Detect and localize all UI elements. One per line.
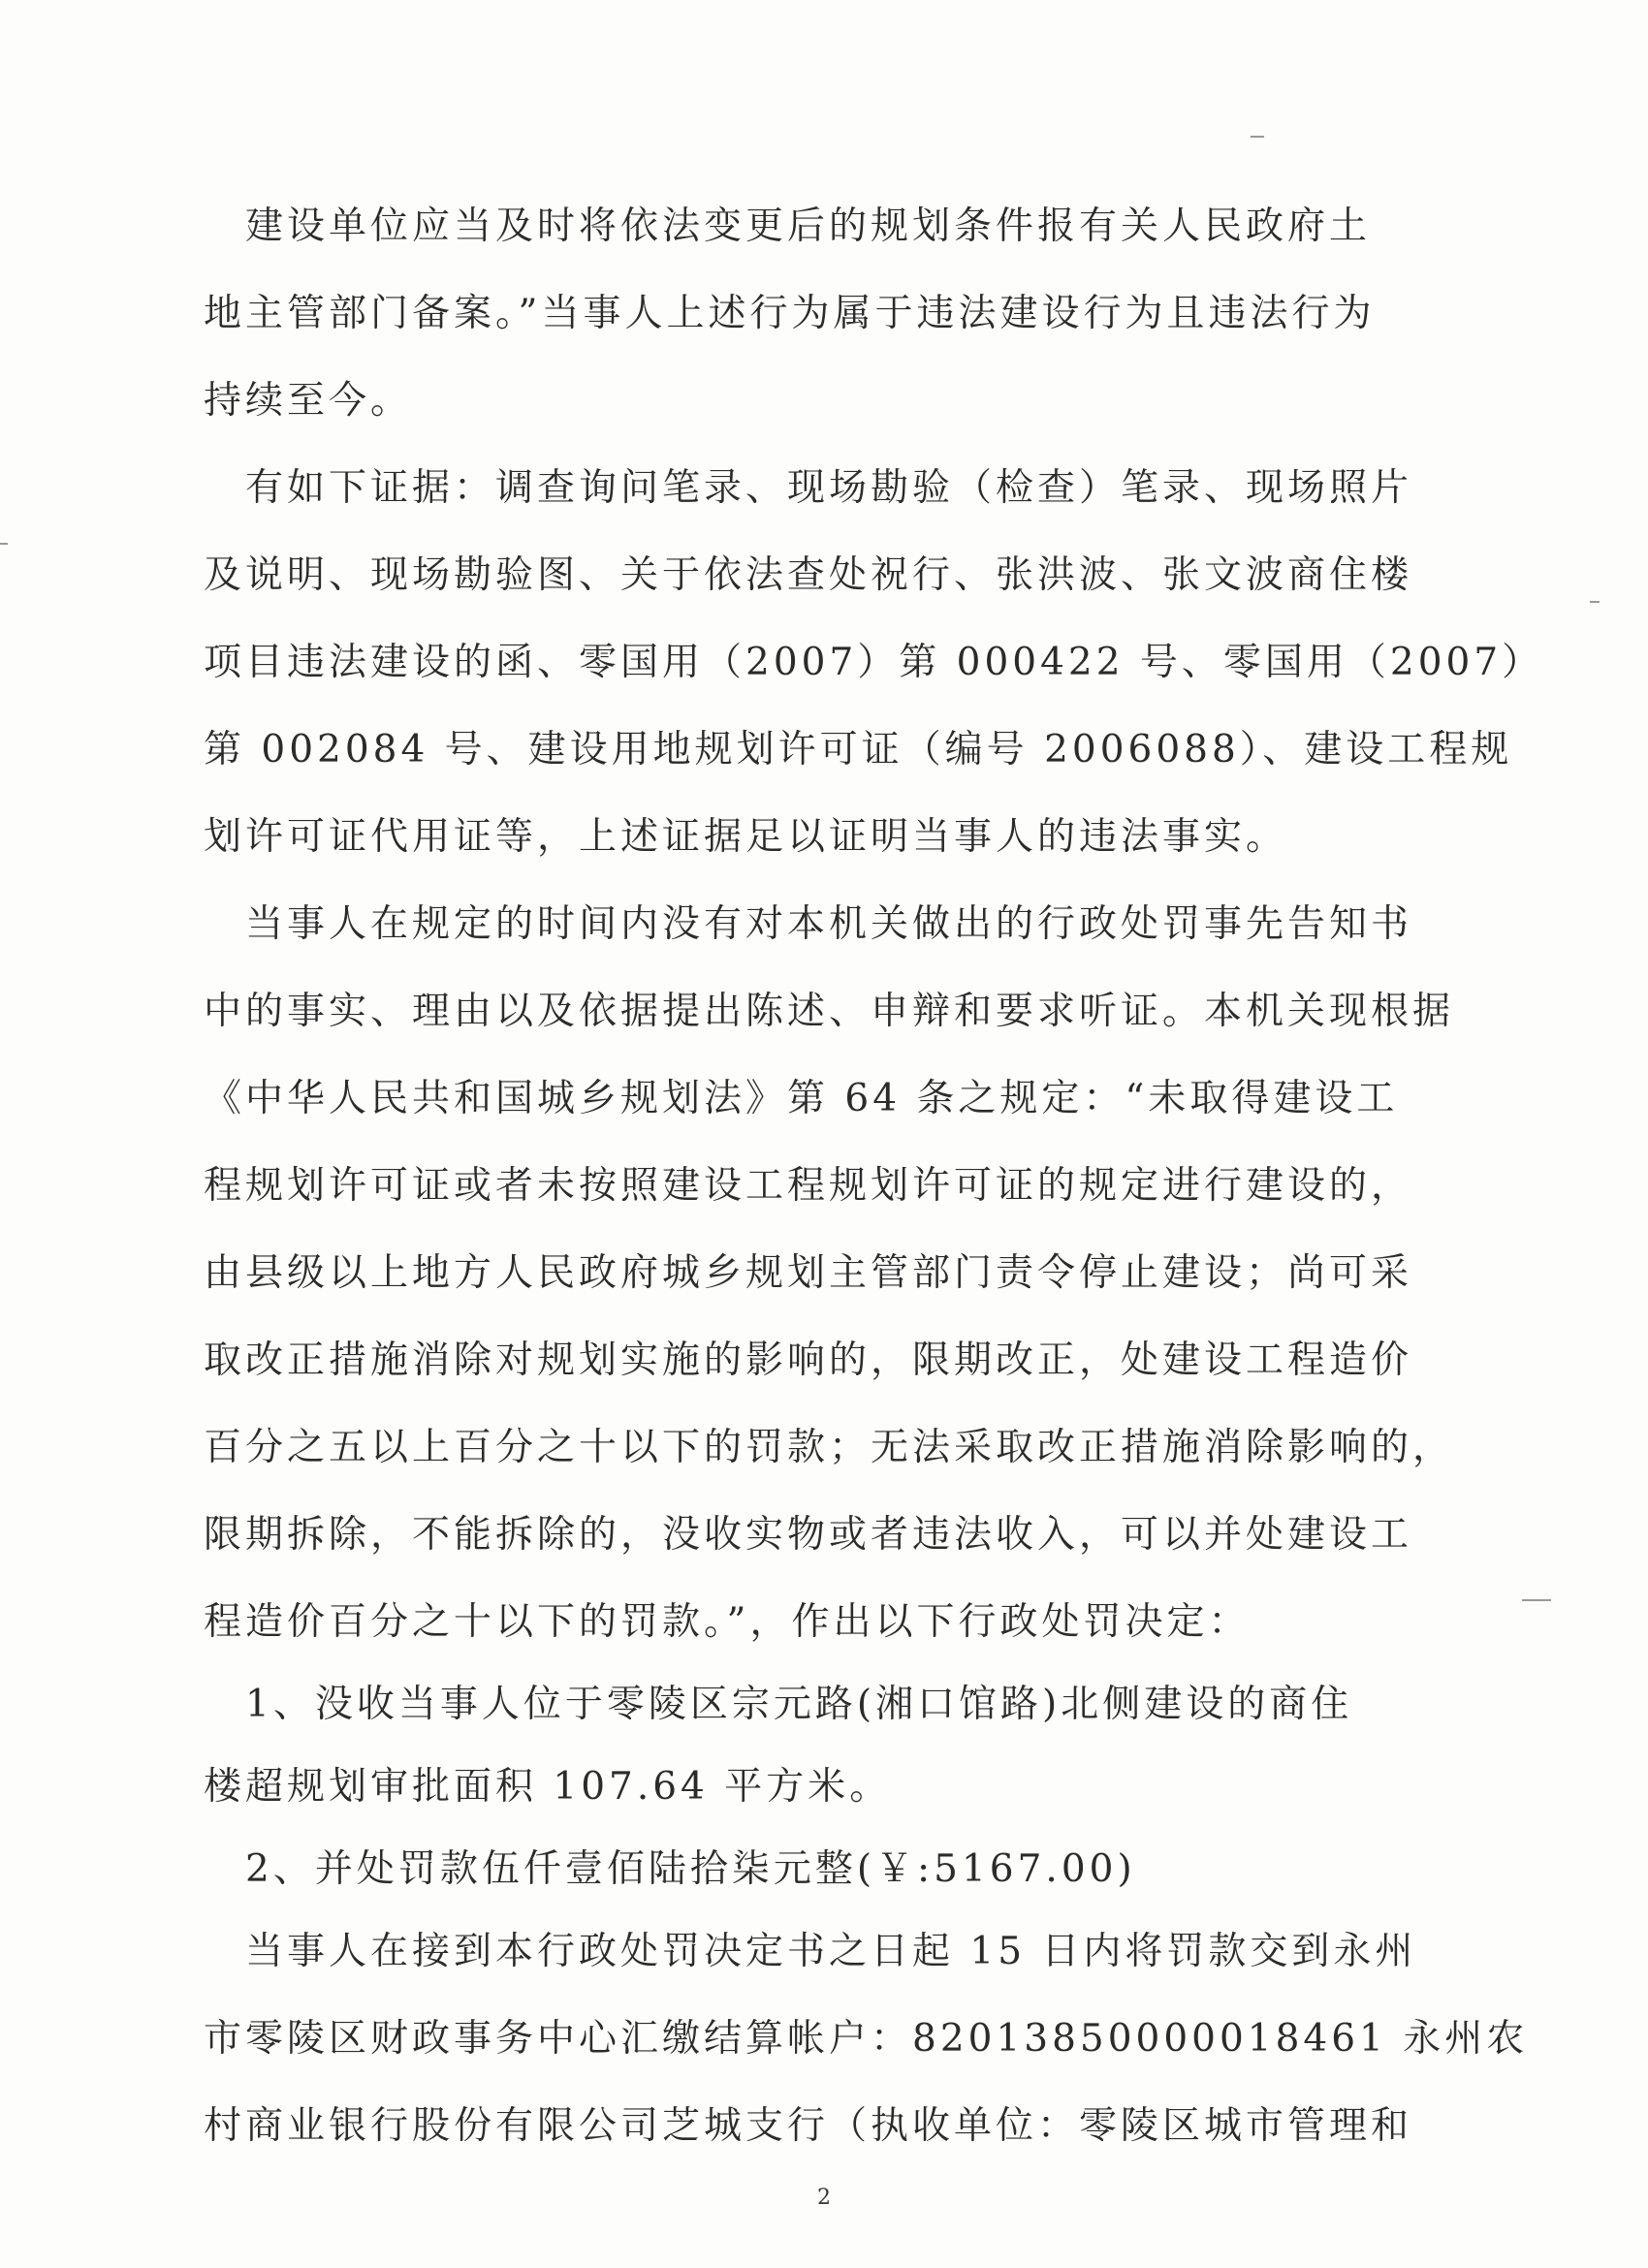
page-number: 2	[817, 2186, 831, 2210]
text-line: 有如下证据：调查询问笔录、现场勘验（检查）笔录、现场照片	[204, 466, 1413, 510]
text-line: 项目违法建设的函、零国用（2007）第 000422 号、零国用（2007）	[204, 641, 1544, 684]
text-line: 楼超规划审批面积 107.64 平方米。	[204, 1765, 892, 1809]
text-line: 当事人在接到本行政处罚决定书之日起 15 日内将罚款交到永州	[204, 1930, 1417, 1973]
text-line: 地主管部门备案。”当事人上述行为属于违法建设行为且违法行为	[204, 292, 1376, 335]
text-line: 中的事实、理由以及依据提出陈述、申辩和要求听证。本机关现根据	[204, 990, 1455, 1033]
text-line: 当事人在规定的时间内没有对本机关做出的行政处罚事先告知书	[204, 902, 1413, 946]
scan-speck	[1251, 136, 1264, 138]
text-line: 市零陵区财政事务中心汇缴结算帐户：82013850000018461 永州农	[204, 2017, 1529, 2061]
scan-speck	[1590, 601, 1600, 603]
text-line: 百分之五以上百分之十以下的罚款；无法采取改正措施消除影响的，	[204, 1426, 1455, 1469]
text-line: 程造价百分之十以下的罚款。”，作出以下行政处罚决定：	[204, 1600, 1251, 1644]
text-line: 由县级以上地方人民政府城乡规划主管部门责令停止建设；尚可采	[204, 1251, 1413, 1295]
scan-speck	[0, 543, 8, 545]
text-line: 限期拆除，不能拆除的，没收实物或者违法收入，可以并处建设工	[204, 1513, 1413, 1557]
text-line: 2、并处罚款伍仟壹佰陆拾柒元整(￥:5167.00)	[204, 1847, 1136, 1891]
text-line: 及说明、现场勘验图、关于依法查处祝行、张洪波、张文波商住楼	[204, 553, 1413, 597]
text-line: 第 002084 号、建设用地规划许可证（编号 2006088）、建设工程规	[204, 728, 1513, 772]
scan-speck	[1522, 1599, 1551, 1601]
text-line: 建设单位应当及时将依法变更后的规划条件报有关人民政府土	[204, 205, 1372, 248]
text-line: 村商业银行股份有限公司芝城支行（执收单位：零陵区城市管理和	[204, 2104, 1413, 2148]
text-line: 划许可证代用证等，上述证据足以证明当事人的违法事实。	[204, 815, 1288, 859]
text-line: 《中华人民共和国城乡规划法》第 64 条之规定：“未取得建设工	[204, 1077, 1399, 1120]
text-line: 取改正措施消除对规划实施的影响的，限期改正，处建设工程造价	[204, 1339, 1413, 1382]
text-line: 持续至今。	[204, 379, 413, 423]
text-line: 1、没收当事人位于零陵区宗元路(湘口馆路)北侧建设的商住	[204, 1683, 1353, 1726]
text-line: 程规划许可证或者未按照建设工程规划许可证的规定进行建设的，	[204, 1164, 1413, 1208]
